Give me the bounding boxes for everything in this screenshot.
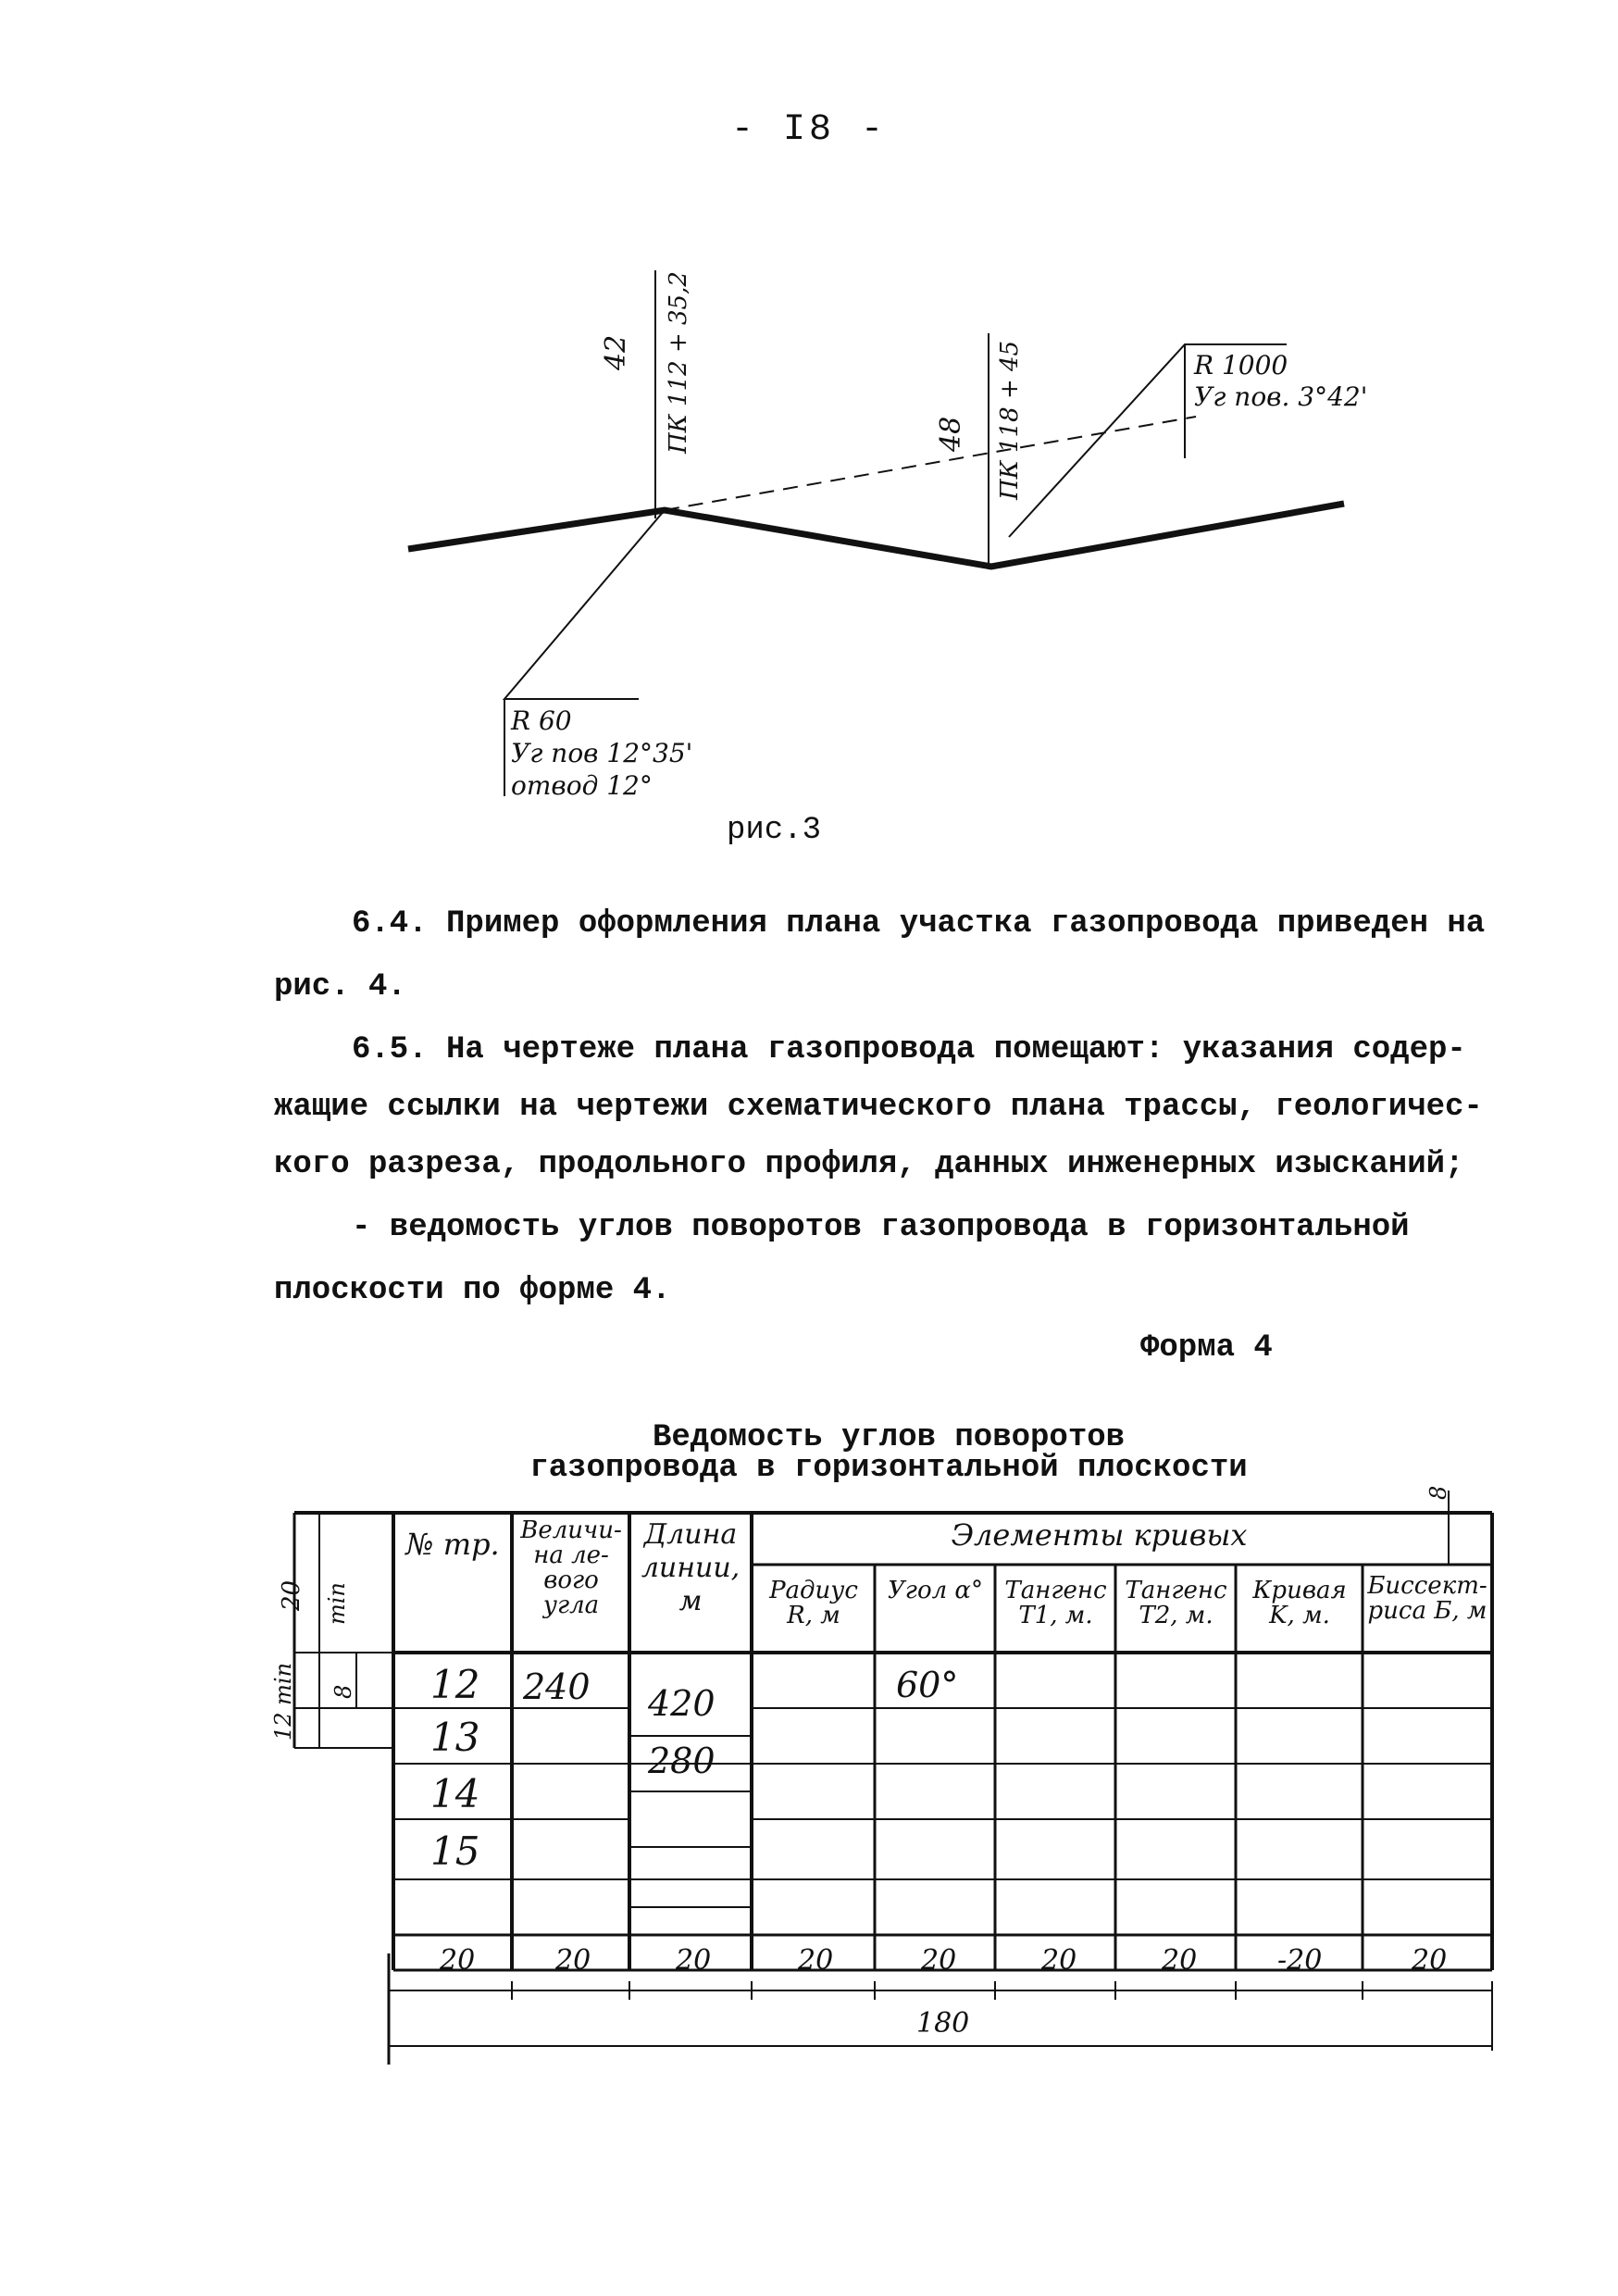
page-number: - I8 - <box>730 109 888 151</box>
dim-row-height: 12 min <box>270 1662 296 1741</box>
header-angle-value: Величи- на ле- вого угла <box>520 1516 622 1619</box>
table-title-line-1: Ведомость углов поворотов <box>652 1420 1126 1455</box>
dim-header-height: 20 <box>278 1579 305 1611</box>
paragraph-line-6: - ведомость углов поворотов газопровода в горизонтальной <box>352 1210 1410 1245</box>
left-curve-bend: отвод 12° <box>511 770 653 801</box>
header-curve: Кривая K, м. <box>1252 1577 1347 1629</box>
paragraph-line-3: 6.5. На чертеже плана газопровода помещают: указания содер- <box>352 1032 1466 1067</box>
row-4-num: 15 <box>430 1828 480 1874</box>
paragraph-line-2: рис. 4. <box>274 969 406 1004</box>
dim-col-5: 20 <box>921 1944 957 1977</box>
vertex-2-number: 48 <box>935 416 967 452</box>
header-line-length: Длина линии, м <box>641 1518 741 1617</box>
header-radius: Радиус R, м <box>769 1577 858 1629</box>
right-curve-radius: R 1000 <box>1194 350 1288 381</box>
vertex-1-picket: ПК 112 + 35,2 <box>665 271 692 454</box>
right-curve-angle: Уг пов. 3°42' <box>1194 381 1368 412</box>
table-title-line-2: газопровода в горизонтальной плоскости <box>529 1451 1248 1486</box>
header-num: № тр. <box>405 1527 500 1562</box>
paragraph-line-1: 6.4. Пример оформления плана участка газопровода приведен на <box>352 906 1486 942</box>
dim-col-2: 20 <box>555 1944 591 1977</box>
dim-col-8: -20 <box>1277 1944 1323 1977</box>
row-1-num: 12 <box>430 1662 480 1707</box>
header-tangent-1: Тангенс T1, м. <box>1004 1577 1107 1629</box>
header-angle: Угол α° <box>888 1577 983 1604</box>
dim-col-9: 20 <box>1412 1944 1448 1977</box>
row-1-alpha: 60° <box>896 1665 959 1705</box>
dim-header-min: min <box>324 1582 350 1625</box>
dim-col-6: 20 <box>1041 1944 1077 1977</box>
dim-col-1: 20 <box>440 1944 476 1977</box>
form-label: Форма 4 <box>1140 1330 1273 1366</box>
row-1-angle-value: 240 <box>523 1666 591 1707</box>
header-curve-elements: Элементы кривых <box>951 1517 1248 1553</box>
header-tangent-2: Тангенс T2, м. <box>1125 1577 1227 1629</box>
row-2-length: 280 <box>648 1741 716 1781</box>
dim-row-8: 8 <box>330 1684 356 1699</box>
paragraph-line-4: жащие ссылки на чертежи схематического плана трассы, геологичес- <box>274 1090 1483 1125</box>
dim-right-8: 8 <box>1425 1485 1451 1500</box>
row-1-length: 420 <box>648 1683 716 1724</box>
dim-col-7: 20 <box>1162 1944 1198 1977</box>
paragraph-line-7: плоскости по форме 4. <box>274 1273 671 1308</box>
left-curve-angle: Уг пов 12°35' <box>511 738 693 768</box>
header-bisector: Биссект- риса Б, м <box>1367 1572 1487 1625</box>
dim-col-4: 20 <box>798 1944 834 1977</box>
dim-total-width: 180 <box>916 2007 970 2040</box>
row-2-num: 13 <box>430 1715 480 1760</box>
figure-caption: рис.3 <box>727 813 822 848</box>
left-curve-radius: R 60 <box>511 705 572 736</box>
paragraph-line-5: кого разреза, продольного профиля, данных инженерных изысканий; <box>274 1147 1464 1182</box>
dim-col-3: 20 <box>676 1944 712 1977</box>
vertex-1-number: 42 <box>600 334 632 370</box>
row-3-num: 14 <box>430 1771 480 1816</box>
vertex-2-picket: ПК 118 + 45 <box>996 340 1024 500</box>
